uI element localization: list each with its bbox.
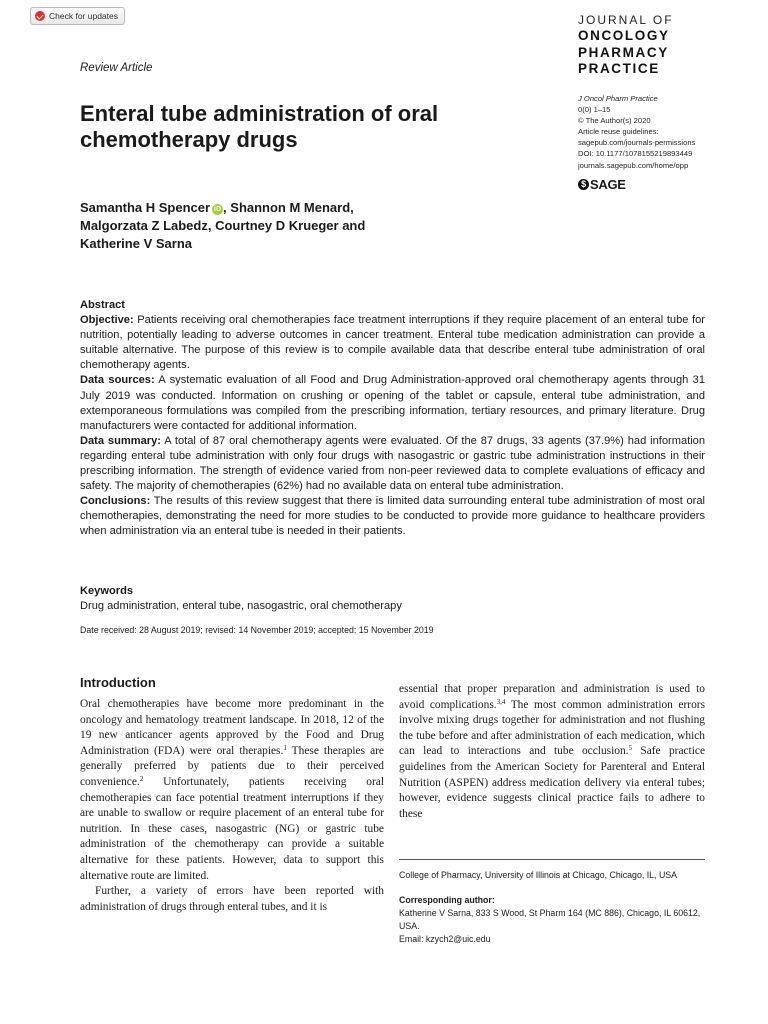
journal-logo-line-4: PRACTICE [578, 61, 660, 76]
article-title [80, 101, 550, 153]
objective-text: Patients receiving oral chemotherapies face treatment interruptions if they require placement of an enteral tube for nutrition, potentially leading to adverse outcomes in cancer treatment. Enteral tube medication administration can provide a suitable alternative. The purpose of this review is to compile available data that describe enteral tube administration of oral chemotherapy agents. [80, 314, 705, 372]
conclusions-label: Conclusions: [80, 495, 151, 508]
journal-logo-line-3: PHARMACY [578, 44, 669, 60]
check-for-updates-button[interactable] [30, 7, 125, 25]
copyright: © The Author(s) 2020 [578, 116, 651, 126]
article-type: Review Article [80, 62, 153, 74]
intro-paragraph-2: Further, a variety of errors have been reported with administration of drugs through enteral tubes, and it is [80, 885, 384, 913]
article-meta [578, 93, 695, 171]
intro-p2-part-b: The most common administration errors involve mixing drugs together for administration and not flushing the tube before and after administration of each medication, which can lead to interactions and tube occlusion. [399, 698, 705, 758]
title-line-2: chemotherapy drugs [80, 127, 298, 152]
sage-symbol-icon: $ [578, 179, 589, 190]
check-updates-label: Check for updates [49, 11, 118, 21]
permissions-link[interactable]: sagepub.com/journals-permissions [578, 138, 696, 148]
corresponding-author-label: Corresponding author: [399, 895, 495, 905]
journal-home-link[interactable]: journals.sagepub.com/home/opp [578, 160, 689, 170]
journal-logo [578, 14, 674, 76]
journal-citation: J Oncol Pharm Practice [578, 94, 658, 103]
sage-logo [578, 177, 626, 192]
check-updates-icon [35, 11, 45, 21]
corresponding-author-address: Katherine V Sarna, 833 S Wood, St Pharm 164 (MC 886), Chicago, IL 60612, USA. [399, 908, 701, 931]
keywords-heading: Keywords [80, 585, 134, 597]
keywords-list: Drug administration, enteral tube, nasogastric, oral chemotherapy [80, 600, 402, 612]
abstract-conclusions [80, 494, 705, 539]
author-line-3: Katherine V Sarna [80, 236, 192, 251]
orcid-icon[interactable]: iD [214, 206, 222, 213]
title-line-1: Enteral tube administration of oral [80, 101, 439, 126]
intro-p2-part-a: essential that proper preparation and administration is used to avoid complications. [399, 683, 705, 711]
intro-p1-part-a: Oral chemotherapies have become more predominant in the oncology and hematology treatment landscape. In 2018, 12 of the 19 new anticancer agents approved by the Food and Drug Administration (FDA) were oral therapies. [80, 698, 384, 757]
footnotes [399, 869, 709, 946]
conclusions-text: The results of this review suggest that there is limited data surrounding enteral tube administration of most oral chemotherapies, demonstrating the need for more studies to be conducted to provide more guidance to healthcare providers when administration via an enteral tube is needed in their patients. [80, 495, 705, 538]
article-dates: Date received: 28 August 2019; revised: 14 November 2019; accepted: 15 November 2019 [80, 625, 434, 635]
abstract-heading: Abstract [80, 299, 126, 311]
journal-logo-line-2: ONCOLOGY [578, 28, 670, 43]
body-column-right [399, 682, 705, 822]
abstract-data-sources [80, 373, 705, 433]
summary-text: A total of 87 oral chemotherapy agents were evaluated. Of the 87 drugs, 33 agents (37.9%) had information regarding enteral tube administration with only four drugs with nasogastric or gastric tube administration instructions in their prescribing information. The strength of evidence varied from non-peer reviewed data to complete evaluations of efficacy and safety. The majority of chemotherapies (62%) had no available data on enteral tube administration. [80, 434, 705, 493]
intro-p1-part-b: These therapies are generally preferred by patients due to their perceived convenience. [80, 744, 384, 788]
author-spencer: Samantha H Spencer [80, 200, 211, 215]
citation-5[interactable]: 5 [628, 744, 632, 753]
citation-2[interactable]: 2 [139, 774, 144, 783]
citation-1[interactable]: 1 [283, 743, 287, 752]
author-line-2: Malgorzata Z Labedz, Courtney D Krueger and [80, 218, 366, 233]
intro-paragraph-2-cont [399, 682, 705, 822]
citation-3-4[interactable]: 3,4 [496, 697, 506, 706]
footnote-divider [399, 859, 705, 860]
author-list [80, 199, 480, 253]
author-line-1-rest: , Shannon M Menard, [223, 200, 354, 215]
abstract [80, 298, 705, 540]
volume-info: 0(0) 1–15 [578, 105, 611, 115]
sources-text: A systematic evaluation of all Food and Drug Administration-approved oral chemotherapy agents through 31 July 2019 was conducted. Information on crushing or opening of the tablet or capsule, enteral tube administration, and extemporaneous formulations was compiled from the prescribing information, tertiary resources, and primary literature. Drug manufacturers were contacted for additional information. [80, 374, 705, 432]
author-line-1 [80, 199, 480, 217]
intro-paragraph-1 [80, 697, 384, 884]
intro-p1-part-c: Unfortunately, patients receiving oral chemotherapies can face potential treatment interruptions if they are unable to swallow or require placement of an enteral tube for nutrition. In these cases, nasogastric (NG) or gastric tube administration of the chemotherapy can provide a suitable alternative for these patients. However, data to support this alternative route are limited. [80, 775, 384, 882]
sage-logo-text: SAGE [590, 177, 626, 192]
affiliation: College of Pharmacy, University of Illinois at Chicago, Chicago, IL, USA [399, 870, 678, 880]
objective-label: Objective: [80, 314, 134, 327]
keywords-section [80, 584, 705, 614]
corresponding-author-email[interactable]: Email: kzych2@uic.edu [399, 934, 491, 944]
body-column-left [80, 697, 384, 915]
sources-label: Data sources: [80, 374, 155, 387]
reuse-guidelines: Article reuse guidelines: [578, 127, 659, 137]
abstract-objective [80, 313, 705, 373]
summary-label: Data summary: [80, 434, 161, 447]
journal-logo-line-1: JOURNAL OF [578, 13, 674, 27]
abstract-data-summary [80, 434, 705, 494]
intro-p2-part-c: Safe practice guidelines from the American Society for Parenteral and Enteral Nutrition (ASPEN) address medication delivery via enteral tubes; however, evidence suggests clinical practice fails to adhere to these [399, 745, 705, 820]
introduction-heading: Introduction [80, 675, 156, 690]
doi-link[interactable]: DOI: 10.1177/1078155219893449 [578, 149, 693, 159]
